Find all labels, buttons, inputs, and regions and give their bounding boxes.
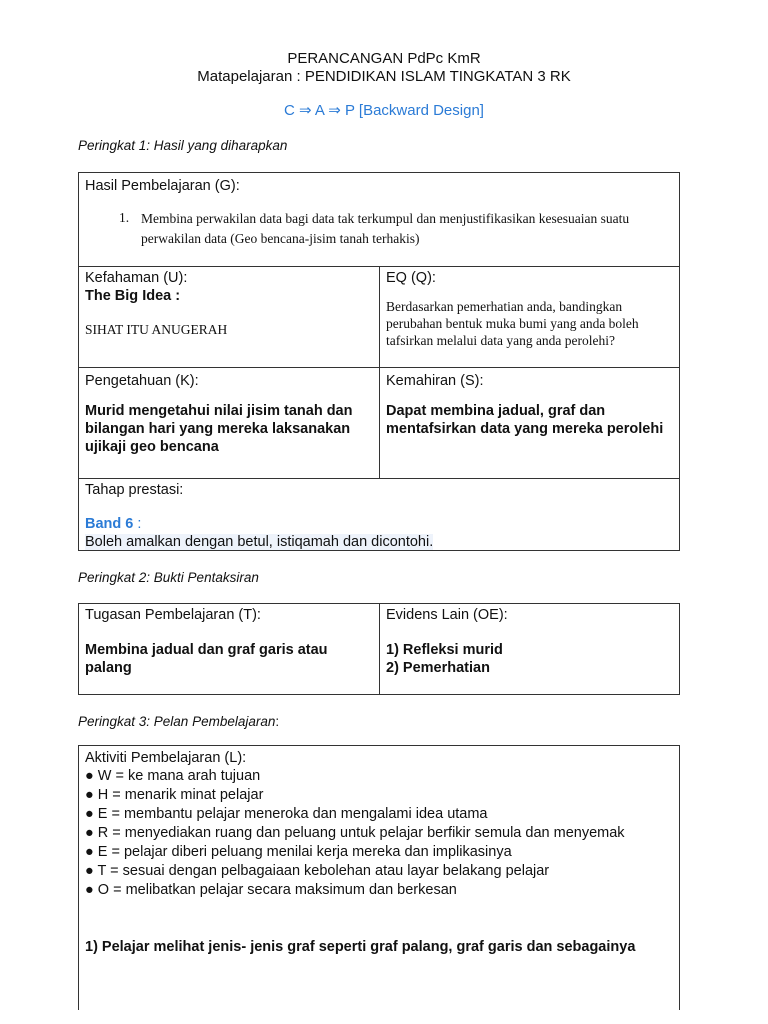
list-item: ● H = menarik minat pelajar (85, 787, 264, 803)
oe-item: 1) Refleksi murid (386, 642, 503, 658)
stage2-title: Peringkat 2: Bukti Pentaksiran (78, 570, 259, 585)
t-cell (79, 604, 379, 694)
doc-subject: Matapelajaran : PENDIDIKAN ISLAM TINGKATAN 3 RK (197, 68, 571, 85)
list-item: ● O = melibatkan pelajar secara maksimum dan berkesan (85, 882, 457, 898)
s-label: Kemahiran (S): (386, 373, 484, 389)
s-cell (379, 367, 679, 478)
band-text: Boleh amalkan dengan betul, istiqamah dan dicontohi. (85, 534, 434, 550)
tahap-cell (79, 478, 679, 550)
s-text: Dapat membina jadual, graf dan mentafsirkan data yang mereka perolehi (386, 403, 664, 437)
l-label: Aktiviti Pembelajaran (L): (85, 750, 247, 766)
oe-label: Evidens Lain (OE): (386, 607, 508, 623)
t-text: Membina jadual dan graf garis atau palang (85, 642, 328, 676)
k-text: Murid mengetahui nilai jisim tanah dan bilangan hari yang mereka laksanakan ujikaji geo bencana (85, 403, 353, 455)
t-label: Tugasan Pembelajaran (T): (85, 607, 261, 623)
g-label: Hasil Pembelajaran (G): (85, 178, 240, 194)
u-big-idea: The Big Idea : (85, 288, 181, 304)
q-label: EQ (Q): (386, 270, 436, 286)
stage3-table (78, 745, 680, 1010)
doc-title: PERANCANGAN PdPc KmR (287, 50, 481, 67)
activity-step-1: 1) Pelajar melihat jenis- jenis graf seperti graf palang, graf garis dan sebagainya (85, 939, 636, 955)
list-item: ● T = sesuai dengan pelbagaiaan kebolehan atau layar belakang pelajar (85, 863, 550, 879)
g-cell (79, 173, 679, 266)
l-cell (79, 746, 679, 959)
k-label: Pengetahuan (K): (85, 373, 199, 389)
u-cell (79, 266, 379, 367)
q-text: Berdasarkan pemerhatian anda, bandingkan perubahan bentuk muka bumi yang anda boleh tafsirkan melalui data yang anda perolehi? (386, 299, 639, 348)
band-colon: : (133, 516, 142, 532)
u-text: SIHAT ITU ANUGERAH (85, 322, 228, 337)
doc-design-heading: C ⇒ A ⇒ P [Backward Design] (284, 102, 484, 119)
stage1-title: Peringkat 1: Hasil yang diharapkan (78, 138, 288, 153)
oe-cell (379, 604, 679, 694)
stage1-table (78, 172, 680, 551)
g-number: 1. (119, 210, 130, 225)
stage3-title: Peringkat 3: Pelan Pembelajaran: (78, 714, 280, 729)
q-cell (379, 266, 679, 367)
k-cell (79, 367, 379, 478)
oe-item: 2) Pemerhatian (386, 660, 490, 676)
band-label: Band 6 (85, 516, 134, 532)
list-item: ● E = membantu pelajar meneroka dan mengalami idea utama (85, 806, 488, 822)
list-item: ● W = ke mana arah tujuan (85, 768, 261, 784)
g-text: Membina perwakilan data bagi data tak terkumpul dan menjustifikasikan kesesuaian suatu perwakilan data (Geo bencana-jisim tanah terhakis) (141, 211, 630, 246)
list-item: ● E = pelajar diberi peluang menilai kerja mereka dan implikasinya (85, 844, 512, 860)
u-label: Kefahaman (U): (85, 270, 188, 286)
stage2-table (78, 603, 680, 695)
tahap-label: Tahap prestasi: (85, 482, 184, 498)
list-item: ● R = menyediakan ruang dan peluang untuk pelajar berfikir semula dan menyemak (85, 825, 625, 841)
